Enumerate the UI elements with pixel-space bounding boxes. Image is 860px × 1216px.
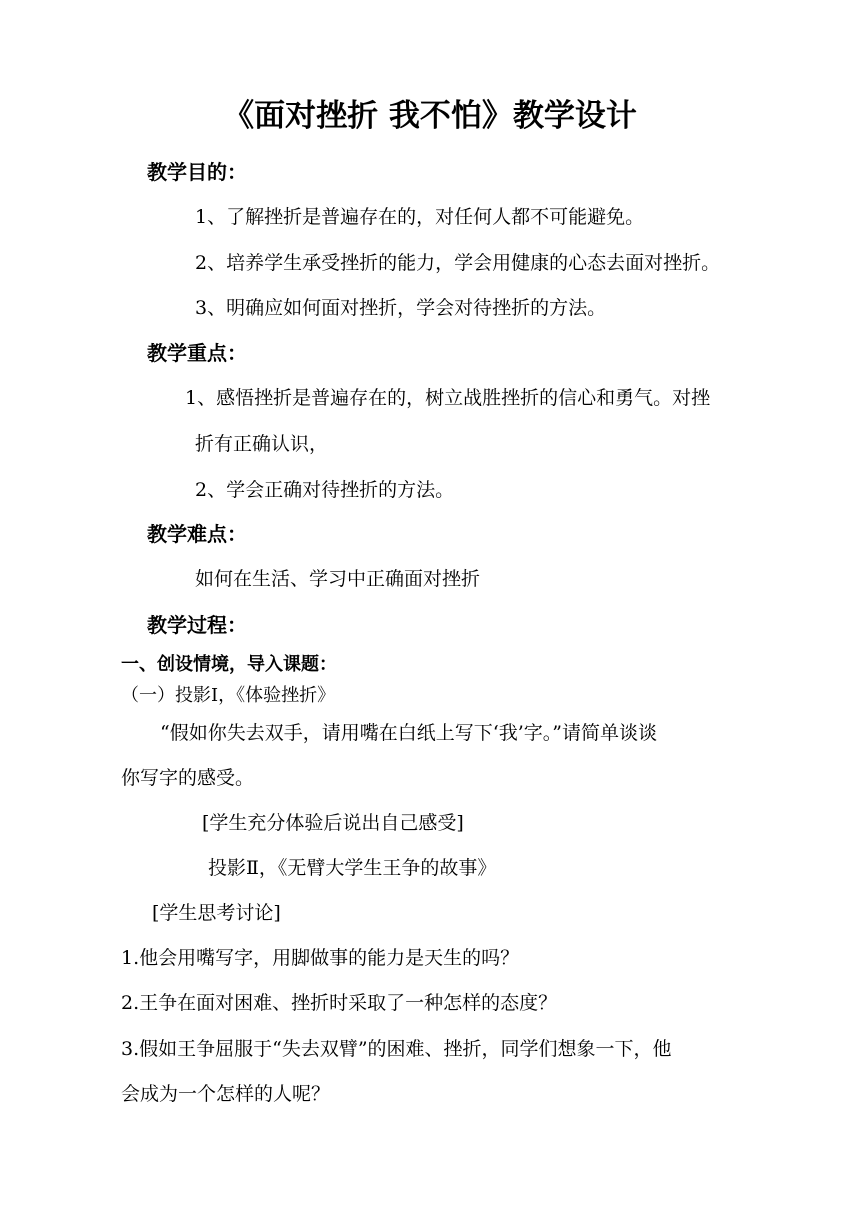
- question-3-line-1: 3.假如王争屈服于“失去双臂”的困难、挫折，同学们想象一下，他: [121, 1038, 672, 1060]
- question-2: 2.王争在面对困难、挫折时采取了一种怎样的态度？: [121, 992, 558, 1014]
- quote-line-2: 你写字的感受。: [121, 767, 255, 789]
- key-point-item-2: 2、学会正确对待挫折的方法。: [195, 479, 455, 501]
- student-note-1: [学生充分体验后说出自己感受]: [202, 812, 464, 834]
- key-point-item-1-line-1: 1、感悟挫折是普遍存在的，树立战胜挫折的信心和勇气。对挫: [185, 387, 711, 409]
- document-title: 《面对挫折 我不怕》教学设计: [223, 98, 637, 134]
- projection-1-line: （一）投影Ⅰ，《体验挫折》: [121, 685, 336, 706]
- section-1-title: 一、创设情境，导入课题：: [121, 654, 337, 675]
- process-heading: 教学过程：: [147, 613, 247, 637]
- projection-2-line: 投影Ⅱ，《无臂大学生王争的故事》: [208, 857, 497, 879]
- question-1: 1.他会用嘴写字，用脚做事的能力是天生的吗？: [121, 947, 520, 969]
- objectives-heading: 教学目的：: [147, 160, 247, 184]
- question-3-line-2: 会成为一个怎样的人呢？: [121, 1083, 331, 1105]
- quote-line-1: “假如你失去双手，请用嘴在白纸上写下‘我’字。”请简单谈谈: [160, 722, 658, 744]
- objective-item-1: 1、了解挫折是普遍存在的，对任何人都不可能避免。: [195, 206, 645, 228]
- objective-item-2: 2、培养学生承受挫折的能力，学会用健康的心态去面对挫折。: [195, 252, 721, 274]
- key-point-item-1-line-2: 折有正确认识，: [195, 433, 329, 455]
- difficulties-text: 如何在生活、学习中正确面对挫折: [195, 568, 481, 590]
- key-points-heading: 教学重点：: [147, 341, 247, 365]
- difficulties-heading: 教学难点：: [147, 522, 247, 546]
- objective-item-3: 3、明确应如何面对挫折，学会对待挫折的方法。: [195, 297, 607, 319]
- student-note-2: [学生思考讨论]: [152, 902, 281, 924]
